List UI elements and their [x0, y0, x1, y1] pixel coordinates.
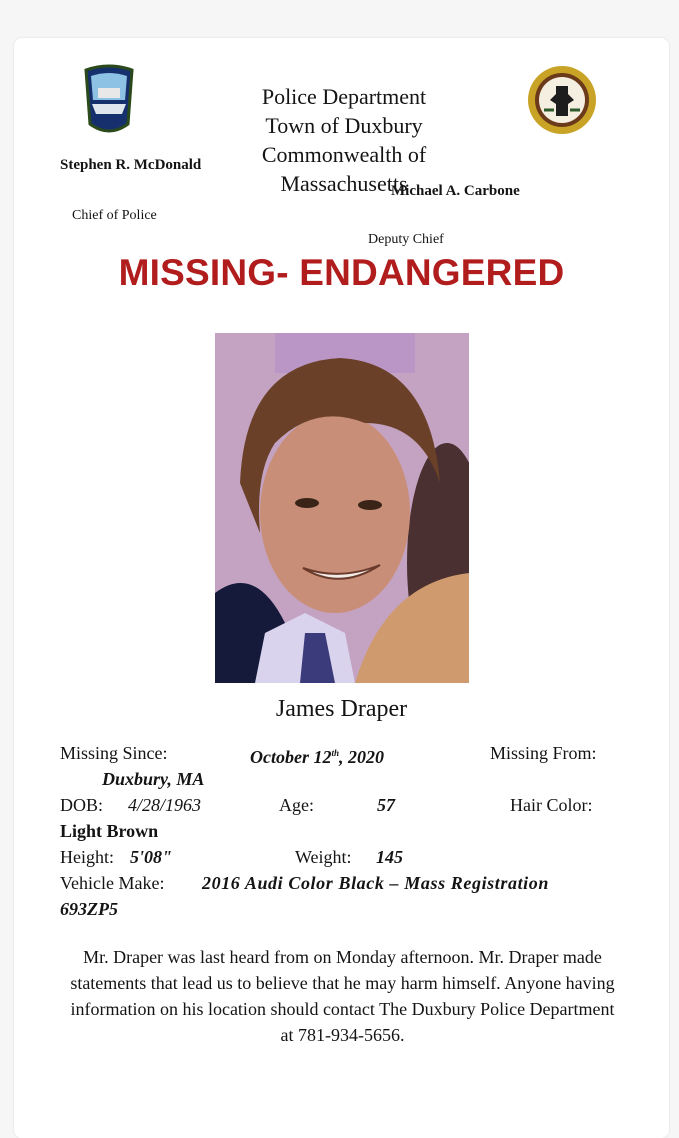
department-header — [224, 82, 464, 198]
hair-color-value: Light Brown — [60, 821, 159, 841]
deputy-title: Deputy Chief — [368, 232, 444, 247]
chief-name: Stephen R. McDonald — [60, 157, 202, 173]
age-value: 57 — [377, 795, 395, 815]
weight-label: Weight: — [295, 847, 352, 867]
missing-since-value: October 12th, 2020 — [250, 747, 384, 767]
chief-title: Chief of Police — [72, 208, 157, 223]
vehicle-label: Vehicle Make: — [60, 873, 165, 893]
town-seal-icon — [526, 64, 598, 136]
hair-color-label: Hair Color: — [510, 795, 593, 815]
dob-label: DOB: — [60, 795, 104, 815]
description-paragraph: Mr. Draper was last heard from on Monday afternoon. Mr. Draper made statements that lead us to believe that he may harm himself. Anyone having information on his location should contact The Duxbury Police Department at 781-934-5656. — [70, 947, 615, 1045]
missing-since-label: Missing Since: — [60, 743, 168, 763]
flyer-card — [14, 38, 669, 1138]
portrait-photo — [215, 333, 469, 683]
weight-value: 145 — [376, 847, 403, 867]
person-name: James Draper — [275, 696, 408, 722]
deputy-name: Michael A. Carbone — [391, 183, 520, 199]
vehicle-value: 2016 Audi Color Black – Mass Registration — [202, 873, 549, 893]
alert-title: MISSING- ENDANGERED — [118, 252, 565, 293]
height-value: 5'08" — [130, 847, 172, 867]
header-line: Commonwealth of — [261, 142, 427, 167]
age-label: Age: — [279, 795, 314, 815]
height-label: Height: — [60, 847, 114, 867]
police-patch-icon — [82, 64, 136, 136]
header-line: Town of Duxbury — [265, 113, 423, 138]
header-line: Massachusetts — [280, 171, 408, 196]
missing-from-value: Duxbury, MA — [102, 769, 205, 789]
details-block — [60, 740, 626, 922]
missing-from-label: Missing From: — [490, 743, 597, 763]
vehicle-plate: 693ZP5 — [60, 899, 118, 919]
dob-value: 4/28/1963 — [128, 795, 202, 815]
header-line: Police Department — [261, 84, 427, 109]
